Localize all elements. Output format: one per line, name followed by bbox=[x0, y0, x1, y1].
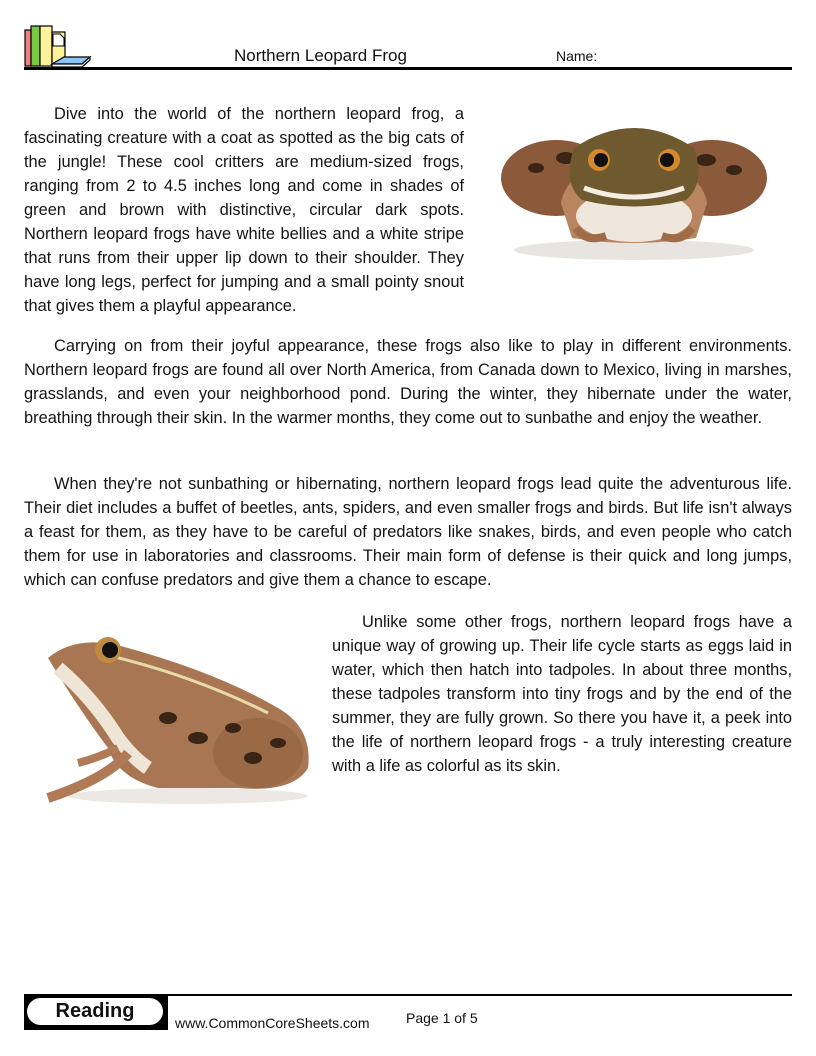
paragraph-2 bbox=[24, 334, 792, 430]
worksheet-title: Northern Leopard Frog bbox=[234, 46, 407, 65]
paragraph-4-text: Unlike some other frogs, northern leopard frogs have a unique way of growing up. Their life cycle starts as eggs laid in water, which then hatch into tadpoles. In about three months, these tadpoles transform into tiny frogs and by the end of the summer, they are fully grown. So there you have it, a peek into the life of northern leopard frogs - a truly interesting creature with a life as colorful as its skin. bbox=[332, 613, 792, 775]
paragraph-1-text: Dive into the world of the northern leopard frog, a fascinating creature with a coat as spotted as the big cats of the jungle! These cool critters are medium-sized frogs, ranging from 2 to 4.5 inches long and come in shades of green and brown with distinctive, circular dark spots. Northern leopard frogs have white bellies and a white stripe that runs from their upper lip down to their shoulder. They have long legs, perfect for jumping and a small pointy snout that gives them a playful appearance. bbox=[24, 105, 464, 315]
header-divider bbox=[24, 67, 792, 70]
subject-label: Reading bbox=[27, 998, 163, 1025]
website-link[interactable]: www.CommonCoreSheets.com bbox=[175, 1015, 370, 1031]
paragraph-4 bbox=[332, 610, 792, 778]
paragraph-3 bbox=[24, 472, 792, 592]
name-field-label: Name: bbox=[556, 48, 598, 64]
paragraph-2-text: Carrying on from their joyful appearance, these frogs also like to play in different environments. Northern leopard frogs are found all over North America, from Canada down to Mexico, living in marshes, grasslands, and even your neighborhood pond. During the winter, they hibernate under the water, breathing through their skin. In the warmer months, they come out to sunbathe and enjoy the weather. bbox=[24, 337, 792, 427]
page-number: Page 1 of 5 bbox=[406, 1010, 478, 1026]
worksheet-header bbox=[24, 22, 792, 70]
frog-front-image bbox=[496, 108, 772, 266]
frog-side-image bbox=[38, 628, 314, 812]
paragraph-3-text: When they're not sunbathing or hibernating, northern leopard frogs lead quite the adventurous life. Their diet includes a buffet of beetles, ants, spiders, and even smaller frogs and birds. But life isn't always a feast for them, as they have to be careful of predators like snakes, birds, and even people who catch them for use in laboratories and classrooms. Their main form of defense is their quick and long jumps, which can confuse predators and give them a chance to escape. bbox=[24, 475, 792, 589]
books-icon bbox=[24, 22, 104, 68]
subject-badge bbox=[24, 995, 168, 1030]
paragraph-1 bbox=[24, 102, 464, 318]
